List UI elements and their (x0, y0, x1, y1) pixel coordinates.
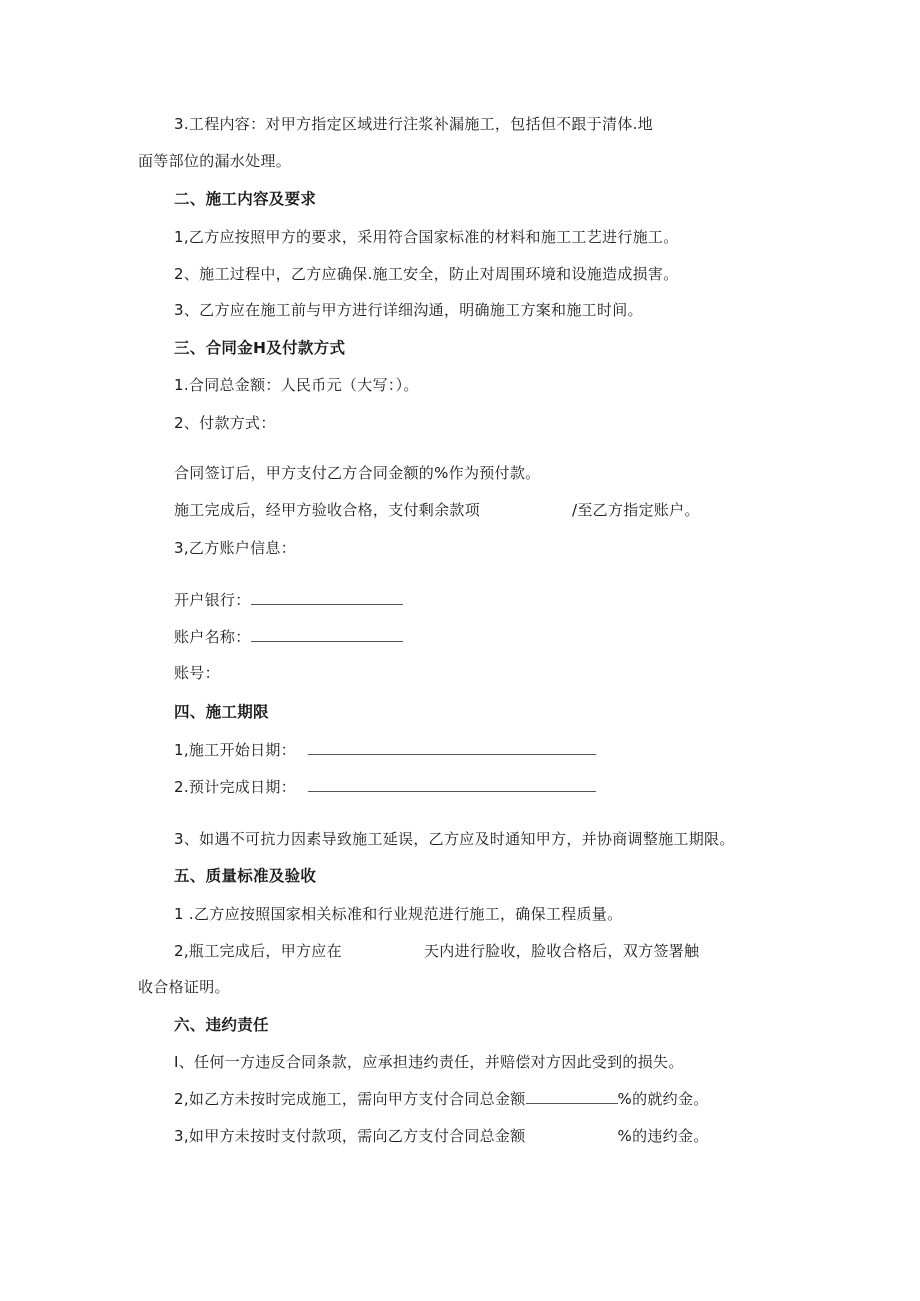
clause-3-2-balance (174, 500, 700, 520)
clause-5-2-cont: 收合格证明。 (138, 978, 230, 996)
clause-4-3: 3、如遇不可抗力因素导致施工延误，乙方应及时通知甲方，并协商调整施工期限。 (174, 830, 735, 848)
bank-name-row (174, 590, 403, 610)
end-date-row (174, 777, 596, 797)
clause-3-2: 2、付款方式： (174, 414, 276, 432)
clause-6-1: I、任何一方违反合同条款，应承担违约责任，并赔偿对方因此受到的损失。 (174, 1053, 684, 1071)
balance-text: 施工完成后，经甲方验收合格，支付剩余款项 (174, 501, 481, 519)
acceptance-text: 2,瓶工完成后，甲方应在 (174, 942, 342, 960)
clause-5-1: 1 .乙方应按照国家相关标准和行业规范进行施工，确保工程质量。 (174, 905, 623, 923)
clause-2-1: 1,乙方应按照甲方的要求，采用符合国家标准的材料和施工工艺进行施工。 (174, 228, 679, 246)
late-payment-text-end: %的违约金。 (617, 1127, 709, 1145)
bank-name-field[interactable] (251, 590, 403, 605)
start-date-row (174, 740, 596, 760)
end-date-field[interactable] (308, 777, 596, 792)
clause-5-2 (174, 941, 699, 961)
late-completion-text: 2,如乙方未按时完成施工，需向甲方支付合同总金额 (174, 1090, 526, 1108)
account-name-label: 账户名称： (174, 628, 251, 646)
account-number-label: 账号： (174, 664, 220, 682)
clause-3-3: 3,乙方账户信息： (174, 539, 297, 557)
clause-2-3: 3、乙方应在施工前与甲方进行详细沟通，明确施工方案和施工时间。 (174, 301, 643, 319)
clause-scope: 3.工程内容：对甲方指定区域进行注浆补漏施工，包括但不跟于清体.地 (174, 115, 653, 133)
clause-2-2: 2、施工过程中，乙方应确保.施工安全，防止对周围环境和设施造成损害。 (174, 265, 679, 283)
end-date-label: 2.预计完成日期： (174, 778, 297, 796)
clause-3-2-prepay: 合同签订后，甲方支付乙方合同金额的%作为预付款。 (174, 464, 541, 482)
clause-6-2 (174, 1089, 709, 1109)
late-completion-text-end: %的就约金。 (617, 1090, 709, 1108)
account-name-row (174, 627, 403, 647)
acceptance-text-end: 天内进行脸收，脸收合格后，双方签署触 (423, 942, 700, 960)
account-name-field[interactable] (251, 627, 403, 642)
section-heading-3: 三、合同金H及付款方式 (174, 339, 346, 357)
bank-name-label: 开户银行： (174, 591, 251, 609)
section-heading-5: 五、质量标准及验收 (174, 867, 317, 885)
section-heading-2: 二、施工内容及要求 (174, 190, 317, 208)
late-completion-percent-field[interactable] (526, 1089, 618, 1104)
clause-scope-cont: 面等部位的漏水处理。 (138, 152, 292, 170)
clause-6-3 (174, 1126, 709, 1146)
start-date-field[interactable] (308, 740, 596, 755)
clause-3-1: 1.合同总金额：人民币元（大写：）。 (174, 376, 419, 394)
late-payment-text: 3,如甲方未按时支付款项，需向乙方支付合同总金额 (174, 1127, 526, 1145)
start-date-label: 1,施工开始日期： (174, 741, 297, 759)
section-heading-6: 六、违约责任 (174, 1016, 269, 1034)
section-heading-4: 四、施工期限 (174, 703, 269, 721)
balance-text-end: /至乙方指定账户。 (572, 501, 700, 519)
